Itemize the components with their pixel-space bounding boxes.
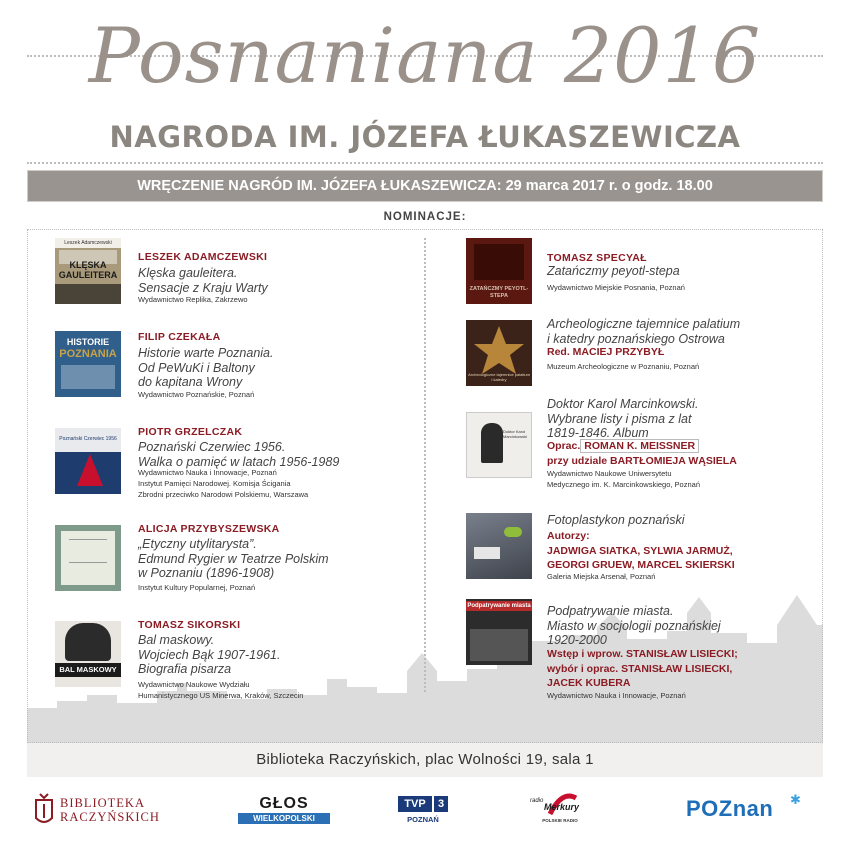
cover-title-b: GAULEITERA [58,270,118,280]
publisher-line: Wydawnictwo Naukowe Uniwersytetu [547,469,672,478]
radio-text: radio [530,798,544,804]
book-title-line: do kapitana Wrony [138,375,243,389]
publisher-line: Zbrodni przeciwko Narodowi Polskiemu, Warszawa [138,490,309,499]
book-cover-podpatrywanie-miasta [466,599,532,665]
book-title [138,537,329,581]
book-title [138,440,339,469]
biblioteka-raczynskich-logo[interactable] [32,790,172,830]
credit-line: wybór i oprac. STANISŁAW LISIECKI, [547,662,733,675]
tvp3-poznan-logo[interactable] [392,790,454,830]
book-title-line: „Etyczny utylitarysta”. [138,537,257,551]
book-title-line: Fotoplastykon poznański [547,513,685,527]
cover-title-a: Archeologiczne tajemnice palatium i katedry [468,372,530,382]
nominee-author: TOMASZ SIKORSKI [138,619,241,631]
publisher-line: Wydawnictwo Poznańskie, Poznań [138,390,255,399]
book-title-line: w Poznaniu (1896-1908) [138,566,275,580]
event-location: Biblioteka Raczyńskich, plac Wolności 19, sala 1 [256,751,594,768]
book-cover-bal-maskowy [55,621,121,687]
cover-author: Leszek Adamczewski [55,238,121,248]
tvp-region: POZNAŃ [407,815,439,824]
book-title-line: Historie warte Poznania. [138,346,274,360]
credit-line: Red. MACIEJ PRZYBYŁ [547,346,665,358]
editor-credit [547,439,737,468]
logo-text-main: GŁOS [259,795,309,812]
poznan-text: POZnan [686,796,774,821]
nominations-label: NOMINACJE: [383,211,467,223]
star-icon: ✱ [790,792,801,807]
publisher [138,582,255,593]
nominee-author: ALICJA PRZYBYSZEWSKA [138,523,280,535]
book-cover-poznański-czerwiec [55,428,121,494]
tvp-channel-number: 3 [434,796,448,812]
book-title-line: Sensacje z Kraju Warty [138,280,268,295]
book-title-line: Archeologiczne tajemnice palatium [547,317,741,331]
book-title-line: Biografia pisarza [138,662,232,676]
book-cover-karol-marcinkowski [466,412,532,478]
book-title [547,264,680,279]
nominee-author: FILIP CZEKAŁA [138,331,221,343]
credit-line: JADWIGA SIATKA, SYLWIA JARMUŻ, [547,544,733,557]
book-title-line: Od PeWuKi i Baltony [138,360,255,375]
book-title-line: Walka o pamięć w latach 1956-1989 [138,454,340,469]
book-title-line: Zatańczmy peyotl-stepa [547,264,680,278]
book-cover-archeologiczne-tajemnice [466,320,532,386]
publisher-line: Wydawnictwo Miejskie Posnania, Poznań [547,283,685,292]
credit-line [547,439,737,454]
credit-line: GEORGI GRUEW, MARCEL SKIERSKI [547,559,735,571]
publisher-line: Humanistycznego US Minerwa, Kraków, Szczecin [138,691,304,700]
book-cover-fotoplastykon [466,513,532,579]
cover-title-a: Poznański Czerwiec 1956 [59,436,117,442]
cover-title-a: Podpatrywanie miasta [467,603,531,609]
book-title [138,266,268,295]
nominee-author: TOMASZ SPECYAŁ [547,252,647,264]
publisher [138,467,308,500]
book-title-line: Miasto w socjologii poznańskiej [547,618,721,633]
publisher-line: Galeria Miejska Arsenał, Poznań [547,572,656,581]
glos-wielkopolski-logo[interactable] [238,790,330,830]
book-title-line: Wojciech Bąk 1907-1961. [138,647,281,662]
book-title [138,346,273,390]
radio-merkury-logo[interactable] [528,790,592,830]
book-title-line: 1819-1846. Album [547,426,649,440]
crest-icon [32,792,56,828]
boxed-credit-name: ROMAN K. MEISSNER [580,439,699,453]
nominee-author: LESZEK ADAMCZEWSKI [138,251,268,263]
publisher-line: Instytut Pamięci Narodowej. Komisja Ścigania [138,479,291,488]
cover-title-a: KLĘSKA [69,260,107,270]
editor-credit [547,647,738,691]
book-title [547,604,721,648]
ceremony-band: WRĘCZENIE NAGRÓD IM. JÓZEFA ŁUKASZEWICZA: 29 marca 2017 r. o godz. 18.00 [27,170,823,202]
authors-credit [547,529,735,573]
cover-title-a: HISTORIE [66,337,110,347]
credit-line: JACEK KUBERA [547,677,631,689]
publisher-line: Wydawnictwo Nauka i Innowacje, Poznań [547,691,686,700]
poznan-city-logo[interactable] [686,790,804,830]
publisher-line: Medycznego im. K. Marcinkowskiego, Poznań [547,480,700,489]
book-title [547,397,698,441]
polskie-radio-text: POLSKIE RADIO [542,818,578,823]
book-title-line: Doktor Karol Marcinkowski. [547,397,699,411]
publisher [138,679,303,701]
book-title-line: Edmund Rygier w Teatrze Polskim [138,551,329,566]
book-title [547,317,740,346]
publisher [138,389,254,400]
nominee-author: PIOTR GRZELCZAK [138,426,243,438]
publisher [547,361,699,372]
editor-credit [547,345,664,360]
cover-title-a: ZATAŃCZMY PEYOTL-STEPA [469,286,529,299]
book-title-line: Wybrane listy i pisma z lat [547,411,692,426]
credit-line: Wstęp i wprow. STANISŁAW LISIECKI; [547,648,738,660]
publisher-line: Wydawnictwo Naukowe Wydziału [138,680,250,689]
book-title-line: Bal maskowy. [138,633,215,647]
cover-title-b: POZNANIA [59,348,117,360]
publisher [547,468,700,490]
logo-text-line: BIBLIOTEKA [60,796,145,810]
book-title [547,513,685,528]
merkury-text: Merkury [544,802,580,812]
publisher-line: Muzeum Archeologiczne w Poznaniu, Poznań [547,362,700,371]
publisher-line: Wydawnictwo Nauka i Innowacje, Poznań [138,468,277,477]
book-title-line: Poznański Czerwiec 1956. [138,440,286,454]
book-title [138,633,280,677]
logo-text-sub: WIELKOPOLSKI [238,813,330,824]
cover-title-a: BAL MASKOWY [55,663,121,677]
event-script-title: Posnaniana 2016 [88,11,762,100]
publisher [547,690,686,701]
tvp-text: TVP [398,796,432,812]
book-title-line: Podpatrywanie miasta. [547,604,674,618]
book-title-line: i katedry poznańskiego Ostrowa [547,331,725,346]
credit-prefix: Oprac. [547,440,581,452]
book-title-line: 1920-2000 [547,633,607,647]
publisher [547,282,685,293]
award-subtitle: NAGRODA IM. JÓZEFA ŁUKASZEWICZA [109,120,741,154]
book-cover-klęska-gauleitera [55,238,121,304]
book-cover-zatańczmy [466,238,532,304]
publisher [138,294,248,305]
publisher [547,571,655,582]
credit-line: przy udziale BARTŁOMIEJA WĄSIELA [547,454,737,467]
cover-title-a: Doktor Karol Marcinkowski [503,429,528,439]
header-bottom-rule [27,162,823,164]
publisher-line: Wydawnictwo Replika, Zakrzewo [138,295,248,304]
credit-line: Autorzy: [547,530,590,542]
column-divider [424,238,426,692]
book-cover-historie-poznania [55,331,121,397]
book-cover-etyczny-utylitarysta [55,525,121,591]
publisher-line: Instytut Kultury Popularnej, Poznań [138,583,256,592]
book-title-line: Klęska gauleitera. [138,266,238,280]
logo-text-line: RACZYŃSKICH [60,810,160,824]
